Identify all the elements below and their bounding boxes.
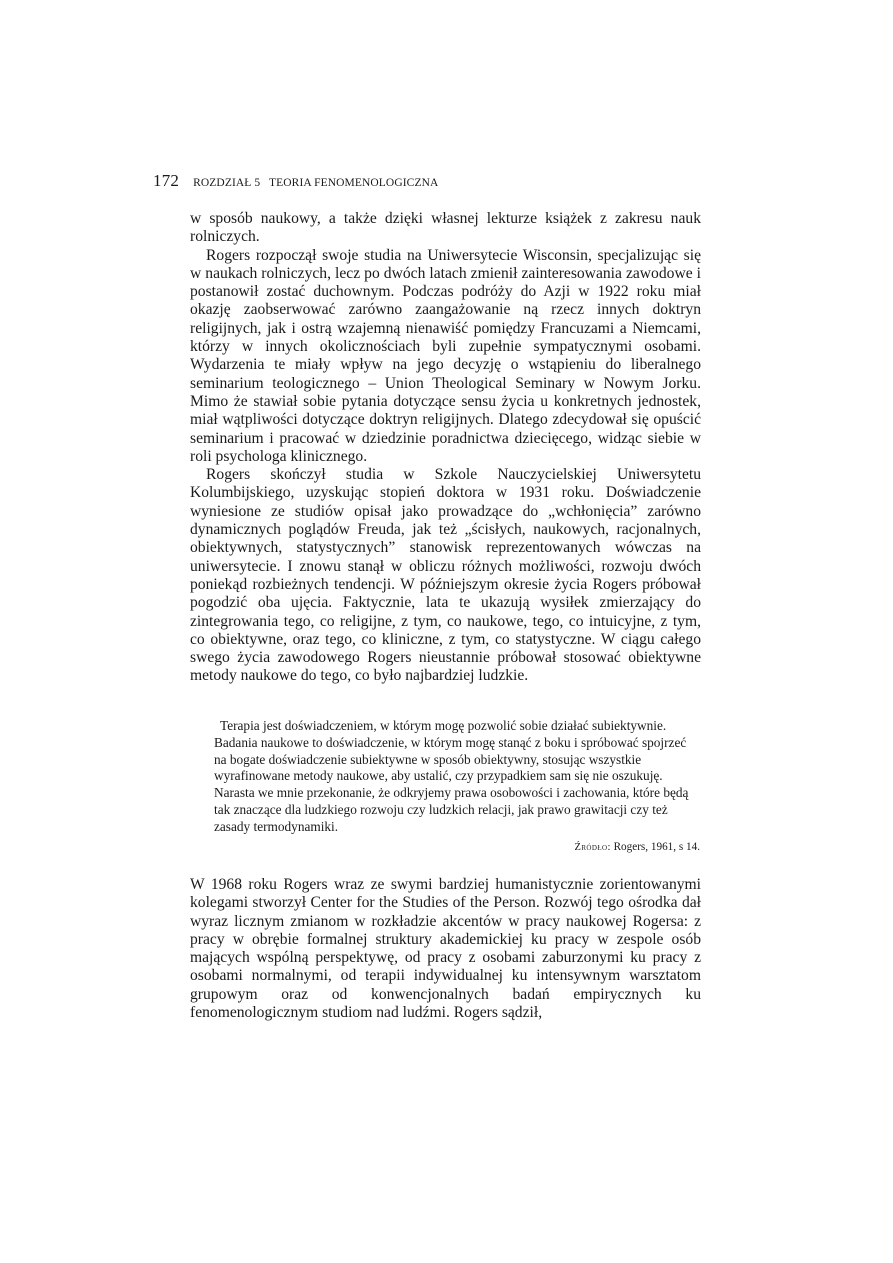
running-head-text — [193, 177, 438, 189]
block-quote — [214, 718, 700, 856]
quote-source — [214, 839, 700, 857]
quote-text: Terapia jest doświadczeniem, w którym mogę pozwolić sobie działać subiektywnie. Badania naukowe to doświadczenie, w którym mogę stanąć z boku i spróbować spojrzeć na bogate doświadczenie subiektywne w sposób obiektywny, stosując wszystkie wyrafinowane metody naukowe, aby ustalić, czy przypadkiem sam się nie oszukuję. Narasta we mnie przekonanie, że odkryjemy prawa osobowości i zachowania, które będą tak znaczące dla ludzkiego rozwoju czy ludzkich relacji, jak prawo grawitacji czy też zasady termodynamiki. — [214, 718, 689, 834]
paragraph-wisconsin: Rogers rozpoczął swoje studia na Uniwersytecie Wisconsin, specjalizując się w naukach rolniczych, lecz po dwóch latach zmienił zainteresowania zawodowe i postanowił zostać duchownym. Podczas podróży do Azji w 1922 roku miał okazję zaobserwować zarówno zaangażowanie ną rzecz innych doktryn religijnych, jak i ostrą wzajemną nienawiść pomiędzy Francuzami a Niemcami, którzy w innych okolicznościach byli zupełnie sympatycznymi osobami. Wydarzenia te miały wpływ na jego decyzję o wstąpieniu do liberalnego seminarium teologicznego – Union Theological Seminary w Nowym Jorku. Mimo że stawiał sobie pytania dotyczące sensu życia u konkretnych jednostek, miał wątpliwości dotyczące doktryn religijnych. Dlatego zdecydował się opuścić seminarium i pracować w dziedzinie poradnictwa dziecięcego, widząc siebie w roli psychologa klinicznego. — [190, 246, 701, 465]
page-number: 172 — [153, 171, 180, 190]
chapter-title: TEORIA FENOMENOLOGICZNA — [269, 177, 439, 189]
source-reference: Rogers, 1961, s 14. — [613, 840, 700, 853]
main-text — [190, 210, 701, 686]
chapter-label: ROZDZIAŁ 5 — [193, 177, 261, 189]
source-label: Źródło: — [574, 841, 611, 853]
paragraph-center-studies: W 1968 roku Rogers wraz ze swymi bardziej humanistycznie zorientowanymi kolegami stworzył Center for the Studies of the Person. Rozwój tego ośrodka dał wyraz licznym zmianom w rozkładzie akcentów w pracy naukowej Rogersa: z pracy w obrębie formalnej struktury akademickiej ku pracy w zespole osób mających wspólną perspektywę, od pracy z osobami zaburzonymi ku pracy z osobami normalnymi, od terapii indywidualnej ku intensywnym warsztatom grupowym oraz od konwencjonalnych badań empirycznych ku fenomenologicznym studiom nad ludźmi. Rogers sądził, — [190, 876, 701, 1022]
closing-text — [190, 876, 701, 1022]
paragraph-continuation: w sposób naukowy, a także dzięki własnej lekturze książek z zakresu nauk rolniczych. — [190, 210, 701, 246]
paragraph-columbia: Rogers skończył studia w Szkole Nauczycielskiej Uniwersytetu Kolumbijskiego, uzyskując stopień doktora w 1931 roku. Doświadczenie wyniesione ze studiów opisał jako prowadzące do „wchłonięcia” zarówno dynamicznych poglądów Freuda, jak też „ścisłych, naukowych, racjonalnych, obiektywnych, statystycznych” stanowisk reprezentowanych wówczas na uniwersytecie. I znowu stanął w obliczu różnych możliwości, rozwoju dwóch poniekąd rozbieżnych tendencji. W późniejszym okresie życia Rogers próbował pogodzić oba ujęcia. Faktycznie, lata te ukazują wysiłek zmierzający do zintegrowania tego, co religijne, z tym, co naukowe, tego, co intuicyjne, z tym, co obiektywne, oraz tego, co kliniczne, z tym, co statystyczne. W ciągu całego swego życia zawodowego Rogers nieustannie próbował stosować obiektywne metody naukowe do tego, co było najbardziej ludzkie. — [190, 466, 701, 685]
running-header — [153, 171, 713, 195]
